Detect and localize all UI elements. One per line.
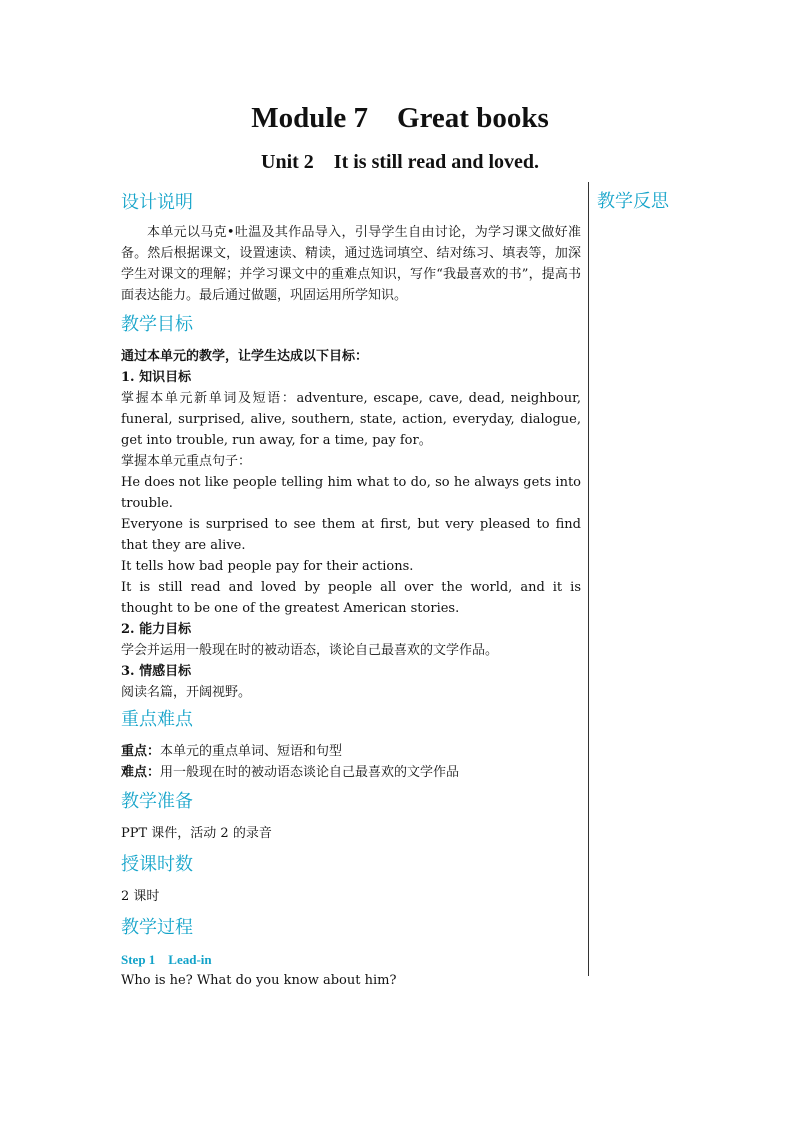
ability-goal-label: 2. 能力目标 (121, 622, 192, 637)
emotion-goal-label: 3. 情感目标 (121, 664, 192, 679)
emotion-goal-text: 阅读名篇，开阔视野。 (121, 685, 252, 700)
hours-text: 2 课时 (121, 889, 160, 904)
knowledge-goal-label: 1. 知识目标 (121, 370, 192, 385)
goals-heading: 教学目标 (121, 314, 193, 335)
design-text: 本单元以马克•吐温及其作品导入，引导学生自由讨论，为学习课文做好准备。然后根据课文，设置速读、精读，通过选词填空、结对练习、填表等，加深学生对课文的理解；并学习课文中的重难点知识，写作“我最喜欢的书”，提高书面表达能力。最后通过做题，巩固运用所学知识。 (121, 225, 581, 303)
reflection-heading: 教学反思 (597, 191, 669, 212)
prep-heading: 教学准备 (121, 791, 193, 812)
page-title: Module 7 Great books (251, 102, 549, 134)
process-heading: 教学过程 (121, 917, 193, 938)
key-point-label: 重点： (121, 744, 161, 759)
main-column (121, 190, 581, 991)
key-point-text: 本单元的重点单词、短语和句型 (160, 744, 343, 759)
key-points-heading: 重点难点 (121, 709, 193, 730)
key-sentence: It tells how bad people pay for their actions. (121, 559, 414, 574)
page-subtitle: Unit 2 It is still read and loved. (261, 151, 539, 173)
difficult-point-label: 难点： (121, 765, 161, 780)
column-divider (588, 182, 589, 976)
key-point-line (121, 741, 581, 762)
key-words-text: 掌握本单元新单词及短语：adventure, escape, cave, dead, neighbour, funeral, surprised, alive, southern, state, action, everyday, dialogue, get into trouble, run away, for a time, pay for。 (121, 391, 581, 448)
key-sentence: It is still read and loved by people all over the world, and it is thought to be one of the greatest American stories. (121, 580, 581, 616)
ability-goal-text: 学会并运用一般现在时的被动语态，谈论自己最喜欢的文学作品。 (121, 643, 499, 658)
difficult-point-text: 用一般现在时的被动语态谈论自己最喜欢的文学作品 (160, 765, 460, 780)
key-sentence: He does not like people telling him what to do, so he always gets into trouble. (121, 475, 581, 511)
key-sentence: Everyone is surprised to see them at first, but very pleased to find that they are alive. (121, 517, 581, 553)
design-heading: 设计说明 (121, 192, 193, 213)
prep-text: PPT 课件，活动 2 的录音 (121, 826, 272, 841)
difficult-point-line (121, 762, 581, 783)
step-1-label: Step 1 Lead-in (121, 952, 212, 967)
goals-intro: 通过本单元的教学，让学生达成以下目标： (121, 349, 369, 364)
key-sentences-label: 掌握本单元重点句子： (121, 454, 252, 469)
hours-heading: 授课时数 (121, 854, 193, 875)
step-1-text: Who is he? What do you know about him? (121, 973, 397, 988)
